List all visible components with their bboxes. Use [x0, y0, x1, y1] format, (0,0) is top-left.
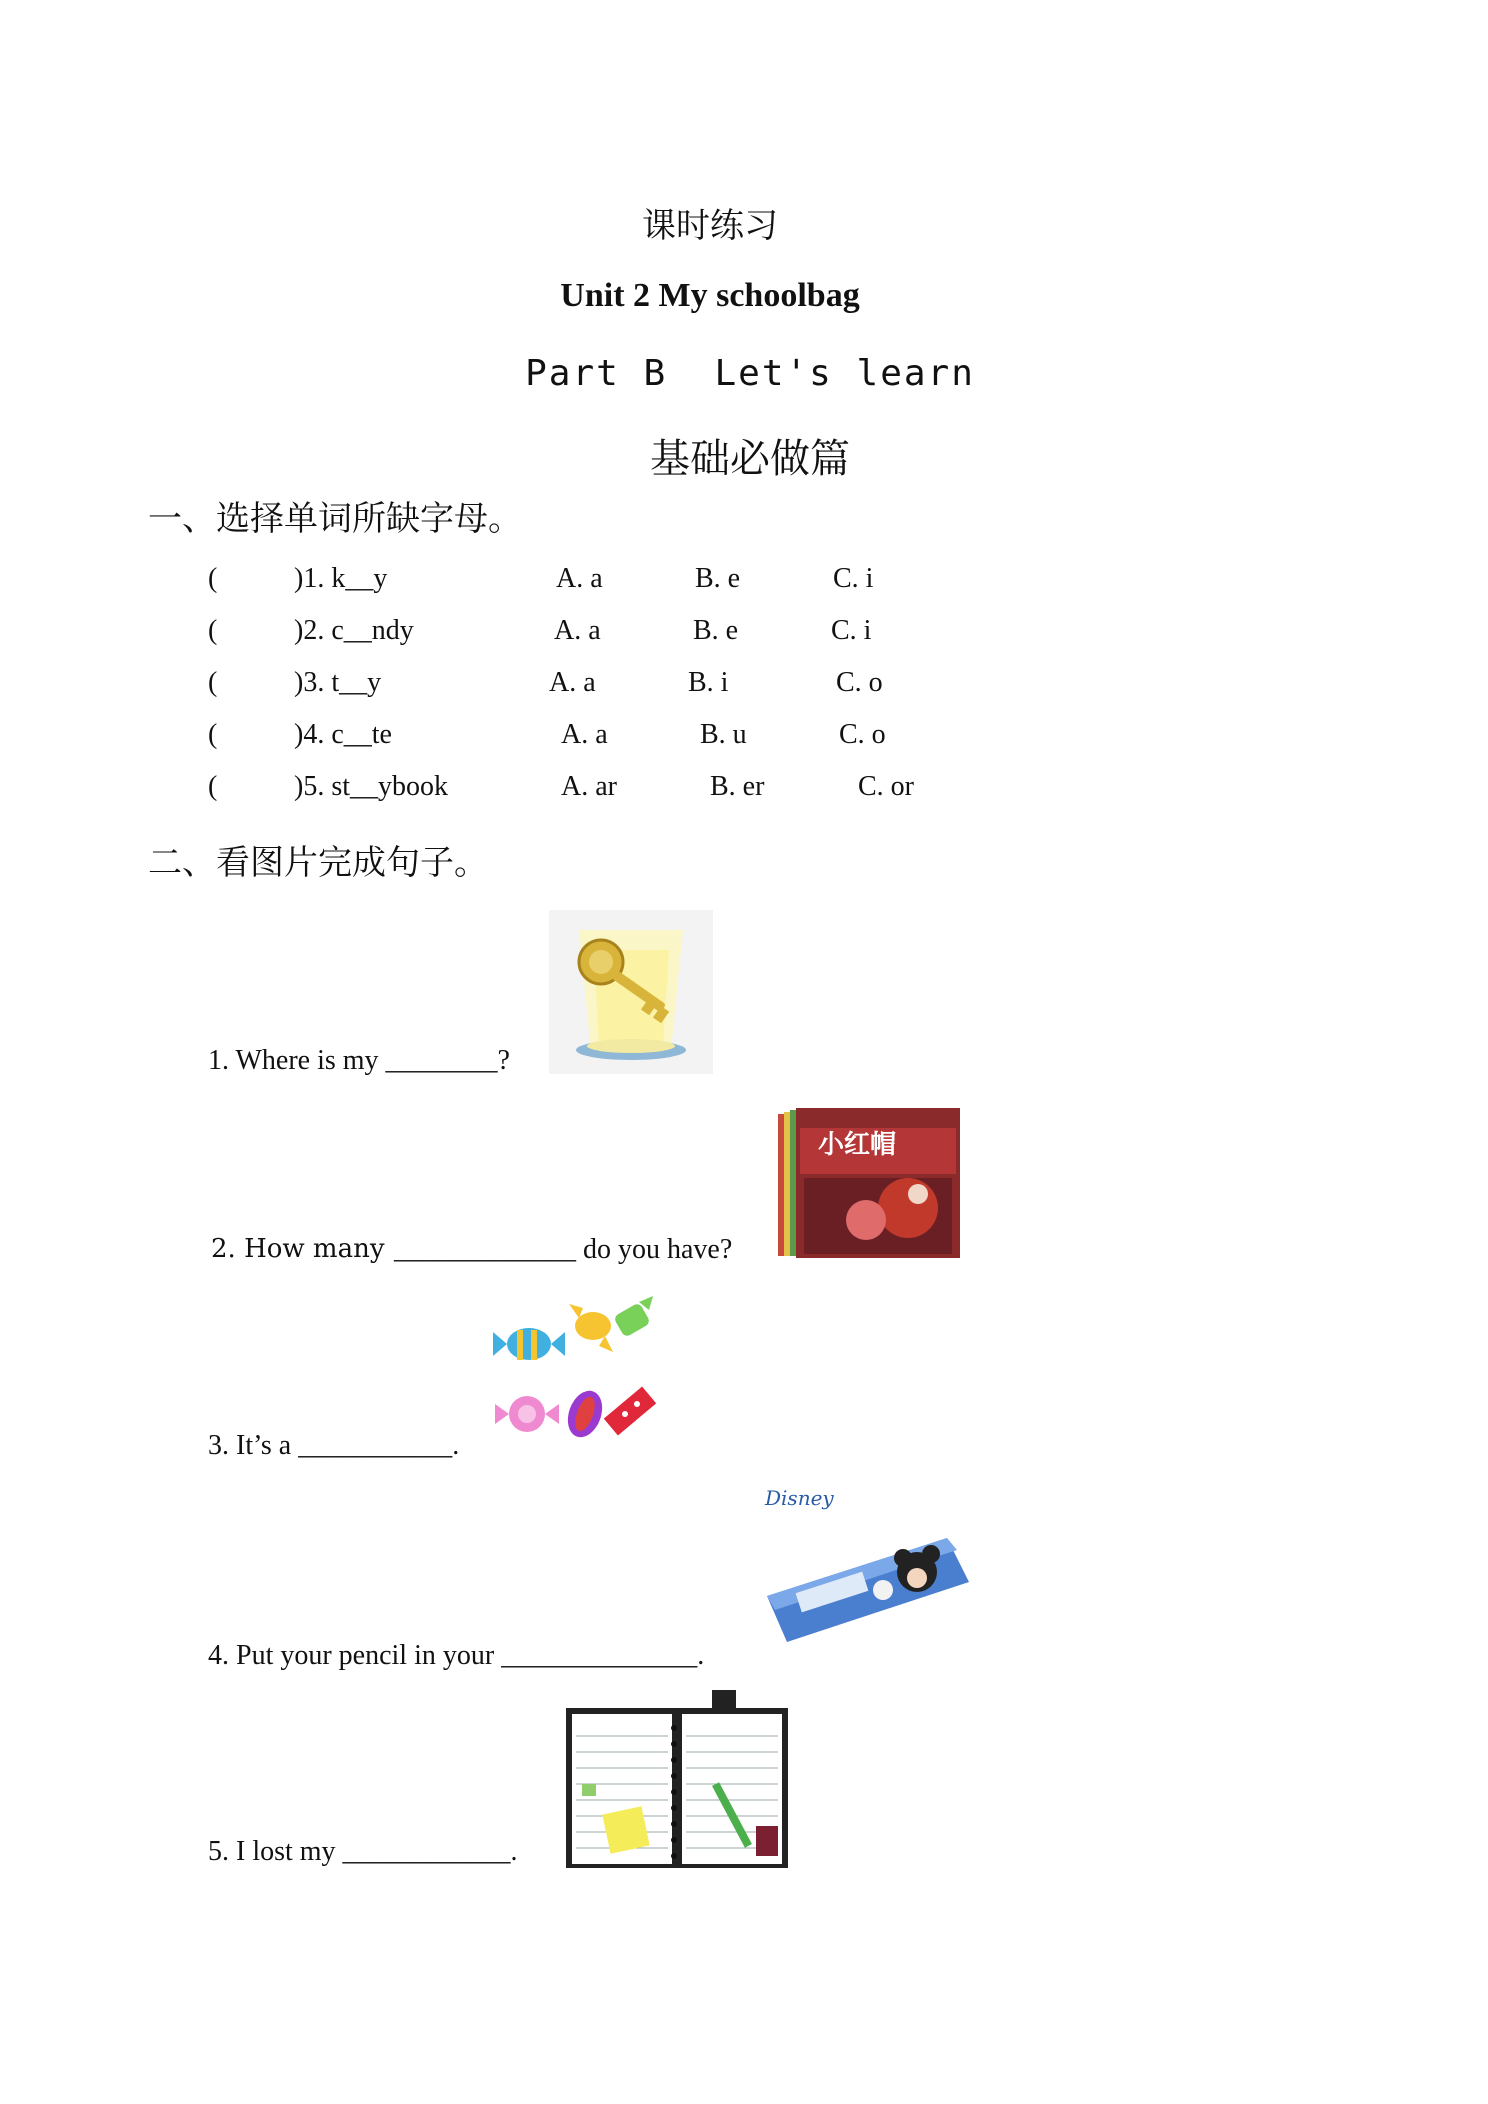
sentence-1: 1. Where is my ________? — [208, 1045, 510, 1076]
sentence-5: 5. I lost my ____________. — [208, 1836, 518, 1867]
storybook-picture — [778, 1108, 960, 1260]
answer-paren: ( — [208, 615, 218, 646]
sentence-3: 3. It’s a ___________. — [208, 1430, 460, 1461]
question-stem: )3. t__y — [294, 667, 382, 698]
option-b: B. e — [693, 615, 739, 646]
notebook-picture — [556, 1684, 796, 1870]
answer-paren: ( — [208, 719, 218, 750]
option-a: A. a — [549, 667, 596, 698]
candy-6 — [604, 1387, 656, 1436]
answer-paren: ( — [208, 563, 218, 594]
question-stem: )1. k__y — [294, 563, 388, 594]
question-stem: )5. st__ybook — [294, 771, 448, 802]
question-stem: )2. c__ndy — [294, 615, 414, 646]
option-c: C. i — [833, 563, 874, 594]
option-a: A. ar — [561, 771, 617, 802]
section1-heading: 一、选择单词所缺字母。 — [148, 499, 522, 539]
option-a: A. a — [556, 563, 603, 594]
unit-title: Unit 2 My schoolbag — [560, 277, 860, 314]
option-c: C. o — [836, 667, 883, 698]
option-c: C. i — [831, 615, 872, 646]
option-a: A. a — [561, 719, 608, 750]
page-title: 课时练习 — [642, 206, 778, 246]
answer-paren: ( — [208, 771, 218, 802]
brand-logo: Disney — [765, 1486, 834, 1510]
option-c: C. o — [839, 719, 886, 750]
pencil-box-picture — [757, 1486, 975, 1654]
candy-4 — [495, 1396, 559, 1432]
section2-heading: 二、看图片完成句子。 — [148, 843, 488, 883]
part-title: Part B Let's learn — [525, 353, 975, 394]
candy-picture — [487, 1296, 667, 1456]
option-b: B. e — [695, 563, 741, 594]
answer-paren: ( — [208, 667, 218, 698]
option-b: B. u — [700, 719, 747, 750]
candy-2 — [569, 1304, 613, 1352]
candy-1 — [493, 1328, 565, 1360]
key-picture — [549, 910, 713, 1074]
candy-3 — [613, 1296, 653, 1338]
option-b: B. er — [710, 771, 765, 802]
option-a: A. a — [554, 615, 601, 646]
sentence-2a: 2. How many — [211, 1234, 385, 1264]
level-title: 基础必做篇 — [650, 436, 850, 482]
option-b: B. i — [688, 667, 729, 698]
sentence-4: 4. Put your pencil in your ______________. — [208, 1640, 705, 1671]
option-c: C. or — [858, 771, 914, 802]
candy-5 — [562, 1386, 608, 1442]
question-stem: )4. c__te — [294, 719, 392, 750]
sentence-2b: _____________ do you have? — [394, 1234, 733, 1265]
book-title: 小红帽 — [818, 1130, 897, 1160]
